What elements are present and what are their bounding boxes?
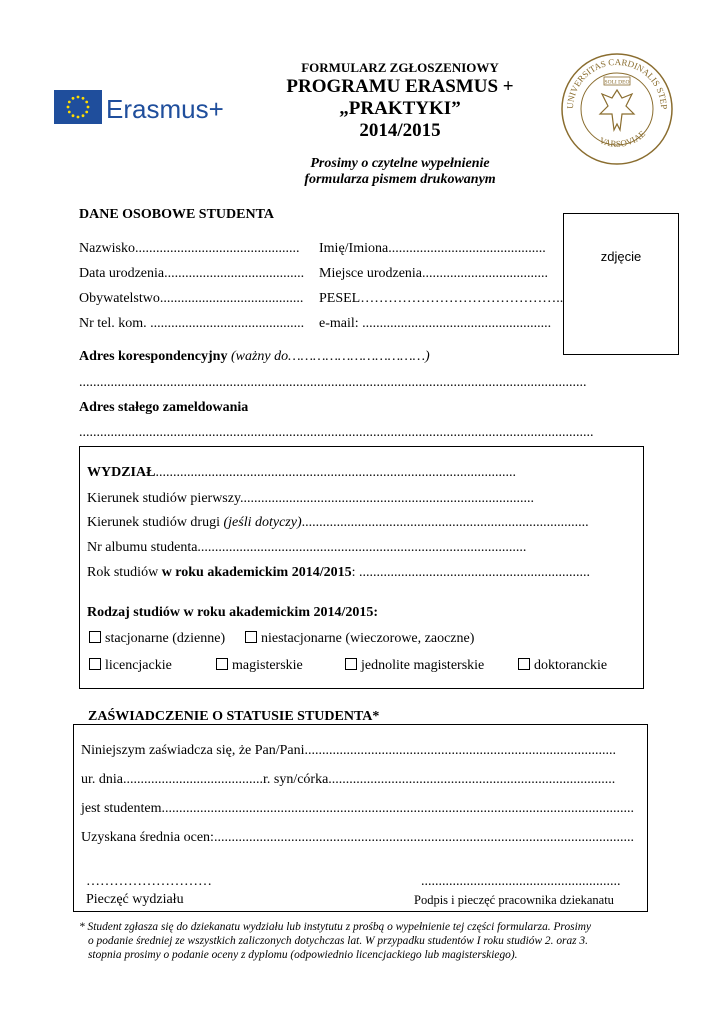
year-academic-label: w roku akademickim 2014/2015 — [161, 565, 352, 580]
certificate-heading: ZAŚWIADCZENIE O STATUSIE STUDENTA* — [88, 709, 380, 724]
birthdate-field[interactable]: Data urodzenia........................................ — [79, 266, 305, 281]
option-master[interactable] — [216, 658, 303, 674]
second-field-of-study[interactable] — [87, 515, 589, 531]
pesel-field[interactable]: PESEL…………………………………….. — [319, 291, 564, 306]
university-seal-icon — [560, 52, 674, 166]
faculty-label: WYDZIAŁ — [87, 465, 156, 480]
study-type-heading: Rodzaj studiów w roku akademickim 2014/2015: — [87, 605, 379, 620]
footnote-line-1: * Student zgłasza się do dziekanatu wydziału lub instytutu z prośbą o wypełnienie tej części formularza. Prosimy — [79, 921, 592, 933]
form-title — [250, 60, 550, 142]
instruction-line-1: Prosimy o czytelne wypełnienie — [310, 156, 490, 171]
email-field[interactable]: e-mail: ...................................................... — [319, 316, 552, 331]
correspondence-valid-until[interactable]: (ważny do……………………………) — [230, 349, 430, 364]
permanent-address-label: Adres stałego zameldowania — [79, 400, 249, 415]
title-line-3: „PRAKTYKI” — [339, 98, 461, 119]
signature-line[interactable]: ......................................................... — [421, 874, 621, 889]
correspondence-label: Adres korespondencyjny — [79, 349, 228, 364]
bachelor-label: licencjackie — [105, 658, 172, 673]
part-time-checkbox[interactable] — [245, 631, 257, 643]
certificate-name-field[interactable]: Niniejszym zaświadcza się, że Pan/Pani......................................................................................... — [81, 743, 617, 758]
title-line-2: PROGRAMU ERASMUS + — [286, 76, 514, 97]
citizenship-field[interactable]: Obywatelstwo......................................... — [79, 291, 304, 306]
correspondence-address-label — [79, 349, 430, 365]
option-doctoral[interactable] — [518, 658, 607, 674]
seal-bottom-text: VARSOVIAE — [598, 128, 648, 149]
second-field-note: (jeśli dotyczy) — [223, 515, 302, 530]
master-label: magisterskie — [232, 658, 303, 673]
option-part-time[interactable] — [245, 631, 474, 647]
part-time-label: niestacjonarne (wieczorowe, zaoczne) — [261, 631, 475, 646]
faculty-stamp-line[interactable]: ……………………… — [86, 874, 212, 889]
year-label: Rok studiów — [87, 565, 162, 580]
first-field-of-study[interactable]: Kierunek studiów pierwszy.................................................................................... — [87, 491, 535, 506]
option-full-time[interactable] — [89, 631, 225, 647]
eu-flag-icon — [54, 90, 102, 124]
footnote-line-2: o podanie średniej ze wszystkich zaliczonych dotychczas lat. W przypadku studentów I roku studiów 2. oraz 3. — [88, 935, 588, 947]
bachelor-checkbox[interactable] — [89, 658, 101, 670]
doctoral-label: doktoranckie — [534, 658, 608, 673]
option-uniform-master[interactable] — [345, 658, 484, 674]
doctoral-checkbox[interactable] — [518, 658, 530, 670]
album-number-field[interactable]: Nr albumu studenta.............................................................................................. — [87, 540, 527, 555]
second-field-label: Kierunek studiów drugi — [87, 515, 224, 530]
birthplace-field[interactable]: Miejsce urodzenia.................................... — [319, 266, 549, 281]
surname-field[interactable]: Nazwisko............................................... — [79, 241, 300, 256]
title-line-1: FORMULARZ ZGŁOSZENIOWY — [301, 60, 499, 75]
full-time-label: stacjonarne (dzienne) — [105, 631, 226, 646]
certificate-birth-field[interactable]: ur. dnia........................................r. syn/córka.................................................................................. — [81, 772, 616, 787]
seal-banner-text: SOLI DEO — [604, 79, 630, 86]
phone-field[interactable]: Nr tel. kom. ............................................ — [79, 316, 305, 331]
certificate-student-field[interactable]: jest studentem....................................................................................................................................... — [81, 801, 634, 816]
photo-label: zdjęcie — [600, 249, 642, 264]
footnote-line-3: stopnia prosimy o podanie oceny z dyplomu (odpowiednio licencjackiego lub magisterskiego). — [88, 949, 518, 961]
instruction-line-2: formularza pismem drukowanym — [304, 172, 496, 187]
personal-data-heading: DANE OSOBOWE STUDENTA — [79, 207, 275, 222]
faculty-stamp-label: Pieczęć wydziału — [86, 892, 184, 907]
faculty-field[interactable] — [87, 465, 516, 481]
year-of-study-field[interactable] — [87, 565, 590, 581]
option-bachelor[interactable] — [89, 658, 172, 674]
full-time-checkbox[interactable] — [89, 631, 101, 643]
uniform-master-checkbox[interactable] — [345, 658, 357, 670]
master-checkbox[interactable] — [216, 658, 228, 670]
signature-label: Podpis i pieczęć pracownika dziekanatu — [414, 893, 614, 907]
second-field-dots: .................................................................................. — [301, 515, 589, 530]
svg-text:VARSOVIAE — [598, 128, 648, 149]
faculty-dots: ....................................................................................................... — [155, 465, 516, 480]
correspondence-address-field[interactable]: ................................................................................................................................................. — [79, 375, 587, 390]
permanent-address-field[interactable]: ................................................................................................................................................... — [79, 425, 594, 440]
seal-ring-text: UNIVERSITAS CARDINALIS STEP — [564, 56, 670, 110]
uniform-master-label: jednolite magisterskie — [361, 658, 485, 673]
erasmus-logo-text: Erasmus+ — [106, 94, 224, 124]
footnote — [79, 920, 591, 962]
photo-placeholder — [563, 213, 679, 355]
firstname-field[interactable]: Imię/Imiona............................................. — [319, 241, 546, 256]
certificate-average-field[interactable]: Uzyskana średnia ocen:........................................................................................................................ — [81, 830, 634, 845]
fill-instruction — [230, 156, 570, 188]
title-line-4: 2014/2015 — [359, 120, 441, 141]
year-dots: : .................................................................. — [351, 565, 591, 580]
